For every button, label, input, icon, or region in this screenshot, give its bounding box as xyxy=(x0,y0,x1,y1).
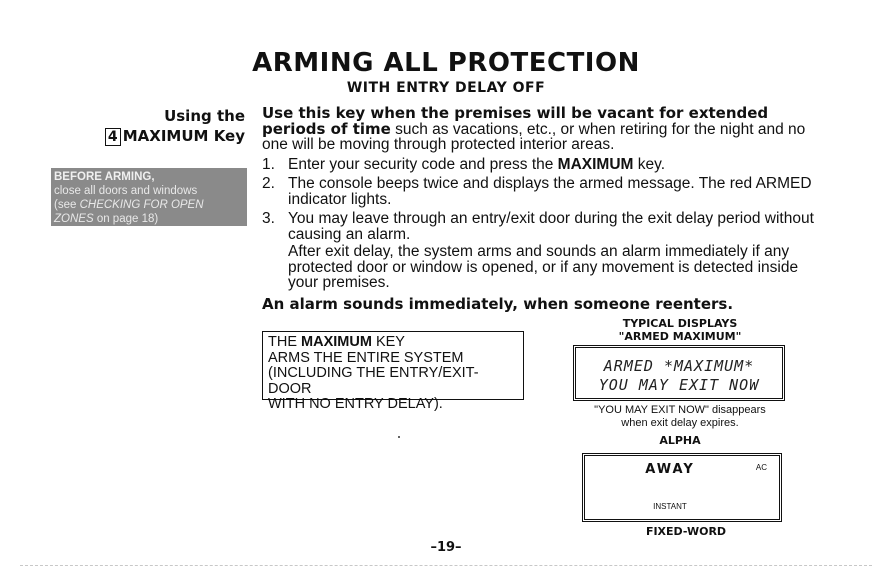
page-edge-divider xyxy=(20,565,872,566)
maxbox-line1: THE MAXIMUM KEY xyxy=(268,334,405,350)
alarm-statement: An alarm sounds immediately, when someone reenters. xyxy=(262,295,734,313)
page-subtitle: WITH ENTRY DELAY OFF xyxy=(346,80,546,96)
steps-list xyxy=(262,157,832,243)
note-line1: close all doors and windows xyxy=(54,185,198,197)
maxbox-line4: WITH NO ENTRY DELAY). xyxy=(268,396,443,412)
sidebar-heading-line2 xyxy=(105,126,245,146)
note-line2: (see CHECKING FOR OPEN xyxy=(54,199,204,211)
instant-indicator: INSTANT xyxy=(653,502,687,511)
key-name: MAXIMUM Key xyxy=(122,127,245,145)
sidebar-heading xyxy=(105,106,245,146)
lead-paragraph: Use this key when the premises will be vacant for extended periods of time such as vacations, etc., or when retiring for the night and no one will be moving through protected interior areas. xyxy=(262,104,806,153)
fixed-word-display xyxy=(582,453,782,522)
alpha-label: ALPHA xyxy=(659,434,701,447)
list-item: 3. You may leave through an entry/exit door during the exit delay period without causing an alarm. xyxy=(262,210,814,243)
list-item: 2. The console beeps twice and displays the armed message. The red ARMED indicator lights. xyxy=(262,175,812,208)
note-heading: BEFORE ARMING, xyxy=(54,171,155,183)
page-number: –19– xyxy=(430,540,462,555)
before-arming-note xyxy=(51,168,247,226)
key-4-icon: 4 xyxy=(105,128,121,146)
maxbox-line3: (INCLUDING THE ENTRY/EXIT-DOOR xyxy=(268,365,479,397)
after-exit-paragraph: After exit delay, the system arms and sounds an alarm immediately if any protected door or window is opened, or if any movement is detected inside your premises. xyxy=(288,243,799,291)
exit-now-caption: "YOU MAY EXIT NOW" disappears when exit delay expires. xyxy=(594,404,766,429)
ac-indicator: AC xyxy=(755,463,767,472)
page-title: ARMING ALL PROTECTION xyxy=(252,48,640,78)
print-speck xyxy=(398,436,400,438)
note-line3: ZONES on page 18) xyxy=(54,213,159,225)
alpha-display-line1: ARMED *MAXIMUM* xyxy=(603,357,755,375)
alpha-display-line2: YOU MAY EXIT NOW xyxy=(598,376,760,394)
sidebar-heading-line1: Using the xyxy=(164,107,245,125)
main-content xyxy=(262,106,832,291)
fixed-word-label: FIXED-WORD xyxy=(645,525,727,538)
typical-displays-heading: TYPICAL DISPLAYS "ARMED MAXIMUM" xyxy=(618,317,742,343)
alpha-display xyxy=(573,345,785,401)
list-item: 1. Enter your security code and press the MAXIMUM key. xyxy=(262,155,666,173)
maxbox-line2: ARMS THE ENTIRE SYSTEM xyxy=(268,349,464,366)
away-indicator: AWAY xyxy=(645,462,695,477)
maximum-key-box xyxy=(262,331,524,412)
